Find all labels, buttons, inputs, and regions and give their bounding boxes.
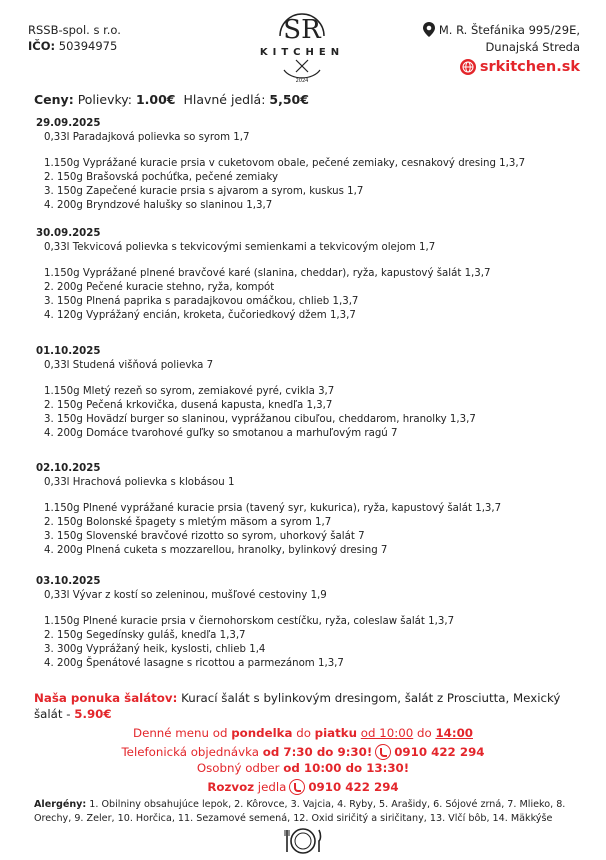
globe-icon bbox=[460, 59, 476, 75]
allergens-text: 1. Obilniny obsahujúce lepok, 2. Kôrovce, 3. Vajcia, 4. Ryby, 5. Arašidy, 6. Sójové zrná, 7. Mlieko, 8. Orechy, 9. Zeler, 10. Horčica, 11. Sezamové semená, 12. Oxid siričitý a siričitany, 13. Vlčí bôb, 14. Mäkkýše bbox=[34, 799, 566, 824]
company-name: RSSB-spol. s r.o. bbox=[28, 23, 121, 37]
company-ico: IČO: 50394975 bbox=[28, 39, 118, 53]
day-menu bbox=[36, 117, 525, 213]
day-menu bbox=[36, 575, 454, 671]
day-soup: 0,33l Tekvicová polievka s tekvicovými semienkami a tekvicovým olejom 1,7 bbox=[44, 242, 436, 253]
meal-item: 2. 200g Pečené kuracie stehno, ryža, kompót bbox=[44, 282, 275, 293]
meal-item: 2. 150g Brašovská pochúťka, pečené zemiaky bbox=[44, 172, 278, 183]
meal-item: 4. 200g Plnená cuketa s mozzarellou, hranolky, bylinkový dresing 7 bbox=[44, 545, 388, 556]
meal-item: 1.150g Vyprážané plnené bravčové karé (slanina, cheddar), ryža, kapustový šalát 1,3,7 bbox=[44, 268, 491, 279]
meal-list bbox=[36, 502, 501, 558]
meal-item: 4. 200g Bryndzové halušky so slaninou 1,3,7 bbox=[44, 200, 273, 211]
plate-cutlery-icon bbox=[284, 822, 322, 860]
phone-icon bbox=[375, 744, 391, 760]
meal-item: 1.150g Plnené vyprážané kuracie prsia (tavený syr, kukurica), ryža, kapustový šalát 1,3,7 bbox=[44, 503, 502, 514]
salad-label: Naša ponuka šalátov: bbox=[34, 691, 178, 705]
map-pin-icon bbox=[423, 22, 435, 37]
meal-item: 3. 300g Vyprážaný heik, kyslosti, chlieb 1,4 bbox=[44, 644, 266, 655]
address-line-1: M. R. Štefánika 995/29E, bbox=[438, 23, 580, 37]
meal-item: 1.150g Mletý rezeň so syrom, zemiakové pyré, cvikla 3,7 bbox=[44, 386, 335, 397]
phone-number[interactable]: 0910 422 294 bbox=[394, 745, 485, 759]
website-text: srkitchen.sk bbox=[479, 59, 580, 75]
meal-item: 1.150g Vyprážané kuracie prsia v cuketovom obale, pečené zemiaky, cesnakový dresing 1,3,7 bbox=[44, 158, 526, 169]
salad-offer bbox=[34, 690, 574, 722]
meal-list bbox=[36, 157, 525, 213]
meal-item: 1.150g Plnené kuracie prsia v čiernohorskom cestíčku, ryža, coleslaw šalát 1,3,7 bbox=[44, 616, 455, 627]
day-date: 03.10.2025 bbox=[36, 576, 101, 587]
meal-item: 4. 200g Domáce tvarohové guľky so smotanou a marhuľovým ragú 7 bbox=[44, 428, 398, 439]
meal-list bbox=[36, 267, 491, 323]
meal-list bbox=[36, 615, 454, 671]
soups-price-label: Polievky: bbox=[77, 92, 132, 107]
meal-list bbox=[36, 385, 476, 441]
delivery-phone-number[interactable]: 0910 422 294 bbox=[308, 780, 399, 794]
meal-item: 3. 150g Plnená paprika s paradajkovou omáčkou, chlieb 1,3,7 bbox=[44, 296, 359, 307]
day-date: 29.09.2025 bbox=[36, 118, 101, 129]
day-menu bbox=[36, 227, 491, 323]
soups-price: 1.00€ bbox=[135, 92, 176, 107]
logo-year: 2024 bbox=[295, 78, 309, 84]
salad-price: 5.90€ bbox=[74, 707, 112, 721]
meal-item: 2. 150g Pečená krkovička, dusená kapusta, knedľa 1,3,7 bbox=[44, 400, 333, 411]
day-menu bbox=[36, 345, 476, 441]
meal-item: 3. 150g Slovenské bravčové rizotto so syrom, uhorkový šalát 7 bbox=[44, 531, 365, 542]
prices-label: Ceny: bbox=[34, 92, 74, 107]
logo bbox=[252, 6, 352, 90]
mains-price: 5,50€ bbox=[269, 92, 309, 107]
phone-icon bbox=[289, 779, 305, 795]
day-soup: 0,33l Studená višňová polievka 7 bbox=[44, 360, 214, 371]
day-date: 30.09.2025 bbox=[36, 228, 101, 239]
address bbox=[423, 22, 580, 56]
allergens-label: Alergény: bbox=[34, 799, 87, 810]
logo-letters: SR bbox=[283, 15, 321, 45]
meal-item: 4. 200g Špenátové lasagne s ricottou a parmezánom 1,3,7 bbox=[44, 658, 344, 669]
delivery: Rozvoz jedla 0910 422 294 bbox=[207, 780, 399, 794]
website-link[interactable] bbox=[460, 59, 580, 75]
logo-word: KITCHEN bbox=[259, 47, 345, 58]
meal-item: 4. 120g Vyprážaný encián, kroketa, čučoriedkový džem 1,3,7 bbox=[44, 310, 356, 321]
day-soup: 0,33l Paradajková polievka so syrom 1,7 bbox=[44, 132, 250, 143]
day-date: 02.10.2025 bbox=[36, 463, 101, 474]
day-soup: 0,33l Vývar z kostí so zeleninou, mušľové cestoviny 1,9 bbox=[44, 590, 327, 601]
salad-text: Kurací šalát s bylinkovým dresingom, šalát z Prosciutta, Mexický šalát - bbox=[34, 691, 561, 721]
meal-item: 2. 150g Segedínsky guláš, knedľa 1,3,7 bbox=[44, 630, 246, 641]
meal-item: 2. 150g Bolonské špagety s mletým mäsom a syrom 1,7 bbox=[44, 517, 332, 528]
day-menu bbox=[36, 462, 501, 558]
logo-mark bbox=[252, 6, 352, 90]
phone-order: Telefonická objednávka od 7:30 do 9:30! 0910 422 294 bbox=[121, 745, 485, 759]
day-soup: 0,33l Hrachová polievka s klobásou 1 bbox=[44, 477, 235, 488]
day-date: 01.10.2025 bbox=[36, 346, 101, 357]
meal-item: 3. 150g Hovädzí burger so slaninou, vyprážanou cibuľou, cheddarom, hranolky 1,3,7 bbox=[44, 414, 476, 425]
address-line-2: Dunajská Streda bbox=[485, 40, 580, 54]
meal-item: 3. 150g Zapečené kuracie prsia s ajvarom a syrom, kuskus 1,7 bbox=[44, 186, 364, 197]
mains-price-label: Hlavné jedlá: bbox=[183, 92, 266, 107]
pickup-hours: Osobný odber od 10:00 do 13:30! bbox=[196, 761, 410, 775]
prices bbox=[34, 92, 309, 107]
menu-hours: Denné menu od pondelka do piatku od 10:00 do 14:00 bbox=[132, 726, 473, 740]
company-info bbox=[28, 22, 121, 54]
